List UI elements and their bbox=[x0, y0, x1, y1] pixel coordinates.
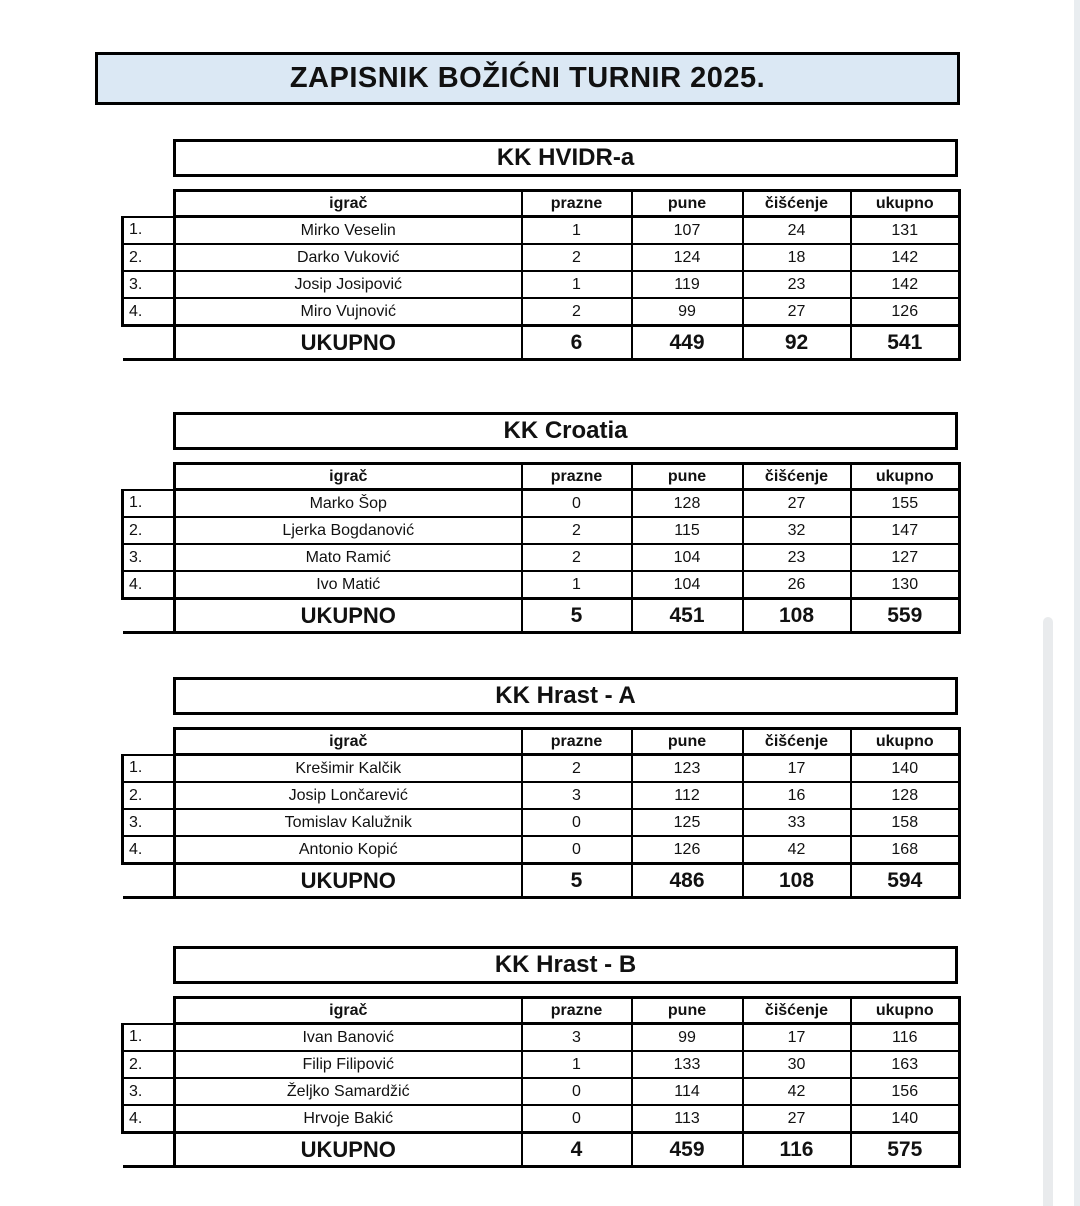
ukupno-value: 140 bbox=[851, 1105, 960, 1133]
score-table bbox=[121, 189, 961, 361]
total-pune: 459 bbox=[632, 1133, 743, 1167]
player-row bbox=[123, 544, 960, 571]
row-number: 2. bbox=[123, 782, 175, 809]
prazne-value: 1 bbox=[522, 217, 632, 245]
vertical-scrollbar-thumb[interactable] bbox=[1043, 617, 1053, 1206]
team-name: KK Croatia bbox=[503, 417, 628, 444]
total-prazne: 5 bbox=[522, 864, 632, 898]
total-pune: 451 bbox=[632, 599, 743, 633]
pune-value: 125 bbox=[632, 809, 743, 836]
pune-value: 114 bbox=[632, 1078, 743, 1105]
col-header-prazne: prazne bbox=[522, 729, 632, 755]
pune-value: 107 bbox=[632, 217, 743, 245]
prazne-value: 1 bbox=[522, 571, 632, 599]
row-number: 4. bbox=[123, 571, 175, 599]
prazne-value: 0 bbox=[522, 490, 632, 518]
col-header-igrac: igrač bbox=[175, 191, 522, 217]
player-name: Antonio Kopić bbox=[175, 836, 522, 864]
team-name-box bbox=[173, 946, 958, 984]
header-row bbox=[123, 998, 960, 1024]
team-name: KK Hrast - A bbox=[495, 682, 636, 709]
player-name: Krešimir Kalčik bbox=[175, 755, 522, 783]
player-row bbox=[123, 755, 960, 783]
spacer-cell bbox=[123, 599, 175, 633]
page-right-edge bbox=[1074, 0, 1080, 1206]
row-number: 2. bbox=[123, 1051, 175, 1078]
player-row bbox=[123, 782, 960, 809]
row-number: 2. bbox=[123, 517, 175, 544]
total-ukupno: 575 bbox=[851, 1133, 960, 1167]
player-name: Željko Samardžić bbox=[175, 1078, 522, 1105]
col-header-prazne: prazne bbox=[522, 191, 632, 217]
ciscenje-value: 32 bbox=[743, 517, 851, 544]
col-header-pune: pune bbox=[632, 729, 743, 755]
ciscenje-value: 42 bbox=[743, 836, 851, 864]
pune-value: 123 bbox=[632, 755, 743, 783]
row-number: 1. bbox=[123, 755, 175, 783]
score-table bbox=[121, 996, 961, 1168]
header-row bbox=[123, 464, 960, 490]
row-number: 3. bbox=[123, 1078, 175, 1105]
ukupno-value: 126 bbox=[851, 298, 960, 326]
header-row bbox=[123, 191, 960, 217]
player-name: Hrvoje Bakić bbox=[175, 1105, 522, 1133]
ukupno-value: 156 bbox=[851, 1078, 960, 1105]
total-ciscenje: 116 bbox=[743, 1133, 851, 1167]
total-label: UKUPNO bbox=[175, 599, 522, 633]
total-ukupno: 559 bbox=[851, 599, 960, 633]
ukupno-value: 158 bbox=[851, 809, 960, 836]
row-number: 3. bbox=[123, 809, 175, 836]
player-name: Miro Vujnović bbox=[175, 298, 522, 326]
prazne-value: 1 bbox=[522, 1051, 632, 1078]
col-header-ukupno: ukupno bbox=[851, 464, 960, 490]
tournament-title: ZAPISNIK BOŽIĆNI TURNIR 2025. bbox=[289, 62, 766, 94]
player-name: Ljerka Bogdanović bbox=[175, 517, 522, 544]
ciscenje-value: 42 bbox=[743, 1078, 851, 1105]
col-header-igrac: igrač bbox=[175, 729, 522, 755]
pune-value: 99 bbox=[632, 298, 743, 326]
ukupno-value: 142 bbox=[851, 244, 960, 271]
ukupno-value: 155 bbox=[851, 490, 960, 518]
team-section-hrast-a bbox=[121, 677, 958, 899]
col-header-ukupno: ukupno bbox=[851, 729, 960, 755]
prazne-value: 2 bbox=[522, 517, 632, 544]
total-ukupno: 594 bbox=[851, 864, 960, 898]
prazne-value: 2 bbox=[522, 544, 632, 571]
col-header-pune: pune bbox=[632, 998, 743, 1024]
prazne-value: 3 bbox=[522, 1024, 632, 1052]
col-header-ciscenje: čišćenje bbox=[743, 729, 851, 755]
pune-value: 124 bbox=[632, 244, 743, 271]
prazne-value: 0 bbox=[522, 836, 632, 864]
player-name: Mirko Veselin bbox=[175, 217, 522, 245]
tournament-title-bar bbox=[95, 52, 960, 105]
ukupno-value: 116 bbox=[851, 1024, 960, 1052]
ukupno-value: 147 bbox=[851, 517, 960, 544]
col-header-ciscenje: čišćenje bbox=[743, 998, 851, 1024]
prazne-value: 0 bbox=[522, 1078, 632, 1105]
prazne-value: 3 bbox=[522, 782, 632, 809]
team-name: KK HVIDR-a bbox=[496, 144, 635, 171]
player-name: Mato Ramić bbox=[175, 544, 522, 571]
pune-value: 104 bbox=[632, 571, 743, 599]
row-number: 4. bbox=[123, 1105, 175, 1133]
prazne-value: 2 bbox=[522, 755, 632, 783]
pune-value: 115 bbox=[632, 517, 743, 544]
total-pune: 449 bbox=[632, 326, 743, 360]
player-row bbox=[123, 217, 960, 245]
spacer-cell bbox=[123, 464, 175, 490]
pune-value: 99 bbox=[632, 1024, 743, 1052]
prazne-value: 2 bbox=[522, 244, 632, 271]
score-table bbox=[121, 727, 961, 899]
player-row bbox=[123, 836, 960, 864]
col-header-ciscenje: čišćenje bbox=[743, 191, 851, 217]
col-header-prazne: prazne bbox=[522, 464, 632, 490]
ukupno-value: 142 bbox=[851, 271, 960, 298]
spacer-cell bbox=[123, 1133, 175, 1167]
player-row bbox=[123, 1051, 960, 1078]
total-prazne: 5 bbox=[522, 599, 632, 633]
ciscenje-value: 27 bbox=[743, 490, 851, 518]
ciscenje-value: 23 bbox=[743, 544, 851, 571]
pune-value: 119 bbox=[632, 271, 743, 298]
row-number: 1. bbox=[123, 490, 175, 518]
team-section-croatia bbox=[121, 412, 958, 634]
player-name: Marko Šop bbox=[175, 490, 522, 518]
col-header-ukupno: ukupno bbox=[851, 998, 960, 1024]
player-name: Darko Vuković bbox=[175, 244, 522, 271]
player-row bbox=[123, 271, 960, 298]
team-name-box bbox=[173, 677, 958, 715]
total-label: UKUPNO bbox=[175, 1133, 522, 1167]
team-name-box bbox=[173, 412, 958, 450]
col-header-pune: pune bbox=[632, 191, 743, 217]
ciscenje-value: 17 bbox=[743, 1024, 851, 1052]
prazne-value: 1 bbox=[522, 271, 632, 298]
total-row bbox=[123, 326, 960, 360]
prazne-value: 2 bbox=[522, 298, 632, 326]
ukupno-value: 130 bbox=[851, 571, 960, 599]
prazne-value: 0 bbox=[522, 1105, 632, 1133]
pune-value: 126 bbox=[632, 836, 743, 864]
row-number: 1. bbox=[123, 217, 175, 245]
ciscenje-value: 23 bbox=[743, 271, 851, 298]
row-number: 3. bbox=[123, 271, 175, 298]
player-row bbox=[123, 1078, 960, 1105]
ukupno-value: 128 bbox=[851, 782, 960, 809]
player-row bbox=[123, 809, 960, 836]
spacer-cell bbox=[123, 326, 175, 360]
player-row bbox=[123, 490, 960, 518]
total-prazne: 6 bbox=[522, 326, 632, 360]
total-label: UKUPNO bbox=[175, 864, 522, 898]
team-name: KK Hrast - B bbox=[494, 951, 637, 978]
player-name: Ivo Matić bbox=[175, 571, 522, 599]
player-row bbox=[123, 1105, 960, 1133]
score-table bbox=[121, 462, 961, 634]
player-name: Josip Lončarević bbox=[175, 782, 522, 809]
col-header-ciscenje: čišćenje bbox=[743, 464, 851, 490]
ukupno-value: 127 bbox=[851, 544, 960, 571]
row-number: 1. bbox=[123, 1024, 175, 1052]
spacer-cell bbox=[123, 998, 175, 1024]
col-header-prazne: prazne bbox=[522, 998, 632, 1024]
col-header-ukupno: ukupno bbox=[851, 191, 960, 217]
spacer-cell bbox=[123, 864, 175, 898]
spacer-cell bbox=[123, 191, 175, 217]
row-number: 4. bbox=[123, 298, 175, 326]
player-row bbox=[123, 298, 960, 326]
ukupno-value: 140 bbox=[851, 755, 960, 783]
total-ciscenje: 108 bbox=[743, 864, 851, 898]
player-row bbox=[123, 1024, 960, 1052]
total-row bbox=[123, 1133, 960, 1167]
ciscenje-value: 16 bbox=[743, 782, 851, 809]
spacer-cell bbox=[123, 729, 175, 755]
col-header-igrac: igrač bbox=[175, 464, 522, 490]
total-prazne: 4 bbox=[522, 1133, 632, 1167]
pune-value: 128 bbox=[632, 490, 743, 518]
ukupno-value: 163 bbox=[851, 1051, 960, 1078]
ukupno-value: 131 bbox=[851, 217, 960, 245]
player-name: Ivan Banović bbox=[175, 1024, 522, 1052]
col-header-pune: pune bbox=[632, 464, 743, 490]
header-row bbox=[123, 729, 960, 755]
ciscenje-value: 24 bbox=[743, 217, 851, 245]
team-section-hvidra bbox=[121, 139, 958, 361]
ciscenje-value: 18 bbox=[743, 244, 851, 271]
player-name: Tomislav Kalužnik bbox=[175, 809, 522, 836]
total-ukupno: 541 bbox=[851, 326, 960, 360]
ciscenje-value: 17 bbox=[743, 755, 851, 783]
pune-value: 104 bbox=[632, 544, 743, 571]
total-row bbox=[123, 864, 960, 898]
player-name: Filip Filipović bbox=[175, 1051, 522, 1078]
total-label: UKUPNO bbox=[175, 326, 522, 360]
row-number: 3. bbox=[123, 544, 175, 571]
ukupno-value: 168 bbox=[851, 836, 960, 864]
player-row bbox=[123, 517, 960, 544]
pune-value: 113 bbox=[632, 1105, 743, 1133]
team-name-box bbox=[173, 139, 958, 177]
team-section-hrast-b bbox=[121, 946, 958, 1168]
ciscenje-value: 33 bbox=[743, 809, 851, 836]
pune-value: 112 bbox=[632, 782, 743, 809]
player-row bbox=[123, 571, 960, 599]
player-name: Josip Josipović bbox=[175, 271, 522, 298]
total-ciscenje: 92 bbox=[743, 326, 851, 360]
prazne-value: 0 bbox=[522, 809, 632, 836]
total-pune: 486 bbox=[632, 864, 743, 898]
total-ciscenje: 108 bbox=[743, 599, 851, 633]
col-header-igrac: igrač bbox=[175, 998, 522, 1024]
player-row bbox=[123, 244, 960, 271]
ciscenje-value: 27 bbox=[743, 1105, 851, 1133]
pune-value: 133 bbox=[632, 1051, 743, 1078]
row-number: 2. bbox=[123, 244, 175, 271]
ciscenje-value: 27 bbox=[743, 298, 851, 326]
ciscenje-value: 30 bbox=[743, 1051, 851, 1078]
total-row bbox=[123, 599, 960, 633]
row-number: 4. bbox=[123, 836, 175, 864]
ciscenje-value: 26 bbox=[743, 571, 851, 599]
